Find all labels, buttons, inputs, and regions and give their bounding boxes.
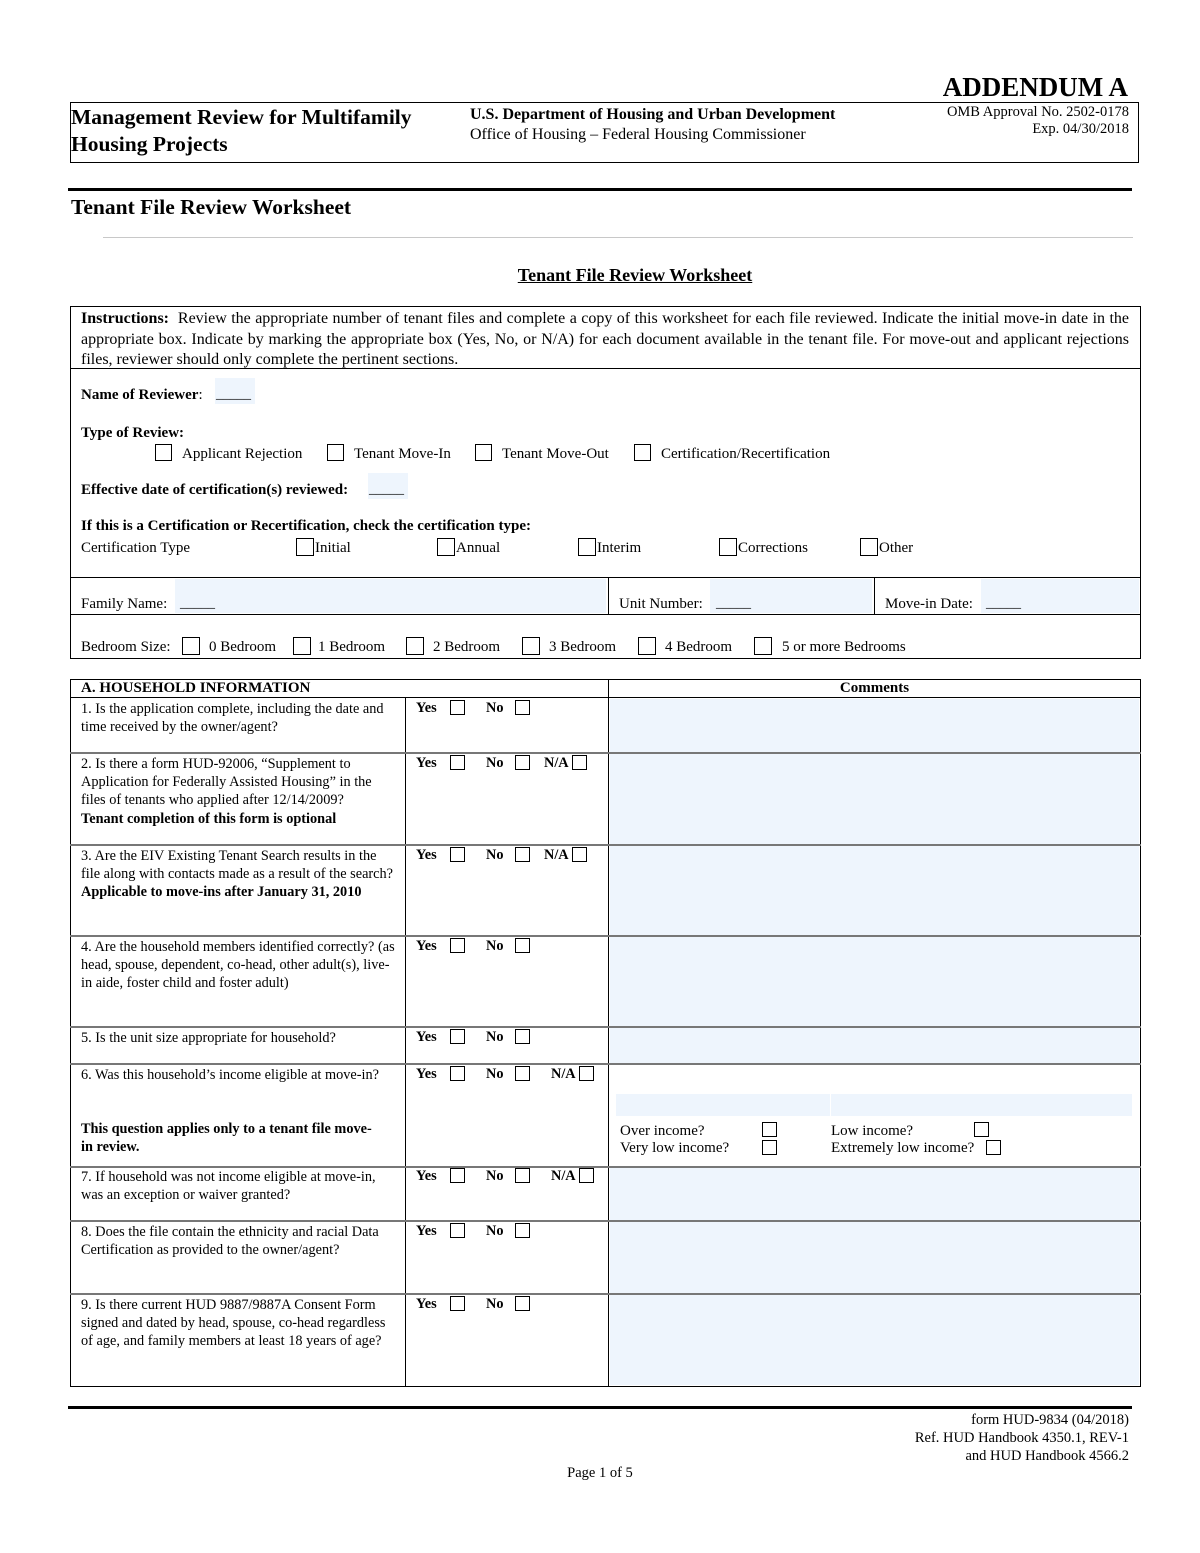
yes-label: Yes — [416, 1168, 437, 1184]
checkbox-certification[interactable] — [634, 444, 651, 461]
divider — [608, 577, 609, 614]
family-name-field[interactable] — [175, 579, 606, 613]
omb-info — [947, 104, 1129, 138]
na-label: N/A — [544, 755, 569, 771]
no-label: No — [486, 1296, 504, 1312]
divider — [874, 577, 875, 614]
checkbox-q1-yes[interactable] — [450, 700, 465, 715]
question-5: 5. Is the unit size appropriate for household? — [81, 1030, 336, 1046]
checkbox-3-bedroom[interactable] — [522, 637, 540, 655]
page-number: Page 1 of 5 — [567, 1465, 633, 1481]
bedroom-1: 1 Bedroom — [318, 639, 386, 655]
question-3-note: Applicable to move-ins after January 31, 2010 — [81, 884, 362, 901]
form-title — [71, 104, 461, 158]
cert-annual: Annual — [456, 540, 501, 556]
comment-field-9[interactable] — [610, 1295, 1139, 1385]
comment-field-3[interactable] — [610, 846, 1139, 935]
instructions-text: Review the appropriate number of tenant files and complete a copy of this worksheet for each file reviewed. Indicate the initial move-in date in the appropriate box. Indicate by marking the appropriate box (Yes, No, or N/A) for each document available in the tenant file. For move-out and applicant rejections files, reviewer should only complete the pertinent sections. — [81, 310, 1130, 368]
na-label: N/A — [551, 1168, 576, 1184]
checkbox-q2-na[interactable] — [572, 755, 587, 770]
effective-date-blank: _____ — [369, 482, 404, 497]
question-3 — [81, 847, 399, 902]
instructions — [81, 309, 1129, 371]
form-title-line2: Housing Projects — [71, 132, 228, 156]
comment-field-5[interactable] — [610, 1028, 1139, 1063]
extremely-low-income-label: Extremely low income? — [831, 1140, 975, 1156]
checkbox-q2-no[interactable] — [515, 755, 530, 770]
row-divider — [70, 1026, 1141, 1028]
question-7: 7. If household was not income eligible at move-in, was an exception or waiver granted? — [81, 1169, 376, 1204]
worksheet-title: Tenant File Review Worksheet — [517, 265, 753, 285]
comment-field-2[interactable] — [610, 754, 1139, 844]
question-2-note: Tenant completion of this form is optional — [81, 810, 337, 827]
very-low-income-label: Very low income? — [620, 1140, 730, 1156]
checkbox-q6-no[interactable] — [515, 1066, 530, 1081]
reviewer-name-label-text: Name of Reviewer — [81, 387, 199, 403]
bedroom-2: 2 Bedroom — [433, 639, 501, 655]
na-label: N/A — [551, 1066, 576, 1082]
bedroom-3: 3 Bedroom — [549, 639, 617, 655]
handbook-ref-1: Ref. HUD Handbook 4350.1, REV-1 — [914, 1430, 1129, 1446]
reviewer-name-blank: _____ — [216, 387, 251, 402]
addendum-label: ADDENDUM A — [942, 72, 1128, 102]
checkbox-q4-yes[interactable] — [450, 938, 465, 953]
family-name-label: Family Name: — [81, 596, 168, 612]
checkbox-q8-no[interactable] — [515, 1223, 530, 1238]
no-label: No — [486, 1029, 504, 1045]
cert-corrections: Corrections — [738, 540, 808, 556]
no-label: No — [486, 938, 504, 954]
row-divider — [70, 752, 1141, 754]
type-tenant-move-in: Tenant Move-In — [354, 446, 451, 462]
comment-field-1[interactable] — [610, 699, 1139, 752]
checkbox-low-income[interactable] — [974, 1122, 989, 1137]
comment-field-4[interactable] — [610, 937, 1139, 1026]
move-in-date-label: Move-in Date: — [885, 596, 973, 612]
bedroom-4: 4 Bedroom — [665, 639, 733, 655]
effective-date-label: Effective date of certification(s) reviewed: — [81, 482, 349, 498]
row-divider — [70, 935, 1141, 937]
no-label: No — [486, 1168, 504, 1184]
section-a-heading: A. HOUSEHOLD INFORMATION — [81, 680, 311, 696]
yes-label: Yes — [416, 1029, 437, 1045]
checkbox-cert-interim[interactable] — [578, 538, 596, 556]
bedroom-size-label: Bedroom Size: — [81, 639, 171, 655]
cert-interim: Interim — [597, 540, 642, 556]
type-tenant-move-out: Tenant Move-Out — [502, 446, 609, 462]
checkbox-tenant-move-out[interactable] — [475, 444, 492, 461]
yes-label: Yes — [416, 1296, 437, 1312]
type-applicant-rejection: Applicant Rejection — [182, 446, 303, 462]
family-name-blank: _____ — [180, 596, 215, 611]
yes-label: Yes — [416, 938, 437, 954]
question-3-text: 3. Are the EIV Existing Tenant Search results in the file along with contacts made as a result of the search? — [81, 848, 394, 883]
checkbox-cert-annual[interactable] — [437, 538, 455, 556]
no-label: No — [486, 755, 504, 771]
no-label: No — [486, 1223, 504, 1239]
checkbox-extremely-low-income[interactable] — [986, 1140, 1001, 1155]
checkbox-applicant-rejection[interactable] — [155, 444, 172, 461]
question-6-note: This question applies only to a tenant file move-in review. — [81, 1121, 372, 1156]
yes-label: Yes — [416, 847, 437, 863]
comment-field-7[interactable] — [610, 1168, 1139, 1220]
divider — [405, 697, 406, 1387]
section-title: Tenant File Review Worksheet — [71, 195, 352, 219]
no-label: No — [486, 1066, 504, 1082]
form-title-line1: Management Review for Multifamily — [71, 105, 412, 129]
question-2-text: 2. Is there a form HUD-92006, “Supplement to Application for Federally Assisted Housing” in the files of tenants who applied after 12/14/2009? — [81, 756, 372, 809]
yes-label: Yes — [416, 755, 437, 771]
bedroom-5-plus: 5 or more Bedrooms — [782, 639, 906, 655]
comment-field-8[interactable] — [610, 1222, 1139, 1293]
question-8: 8. Does the file contain the ethnicity and racial Data Certification as provided to the owner/agent? — [81, 1224, 379, 1259]
row-divider — [70, 1063, 1141, 1065]
yes-label: Yes — [416, 1066, 437, 1082]
unit-number-blank: _____ — [716, 596, 751, 611]
na-label: N/A — [544, 847, 569, 863]
instructions-label: Instructions: — [81, 310, 170, 327]
checkbox-q9-no[interactable] — [515, 1296, 530, 1311]
question-2 — [81, 755, 399, 828]
over-income-label: Over income? — [620, 1123, 705, 1139]
section-rule — [68, 188, 1132, 191]
checkbox-q9-yes[interactable] — [450, 1296, 465, 1311]
checkbox-cert-initial[interactable] — [296, 538, 314, 556]
cert-question: If this is a Certification or Recertification, check the certification type: — [81, 518, 532, 534]
question-9: 9. Is there current HUD 9887/9887A Consent Form signed and dated by head, spouse, co-head regardless of age, and family members at least 18 years of age? — [81, 1297, 386, 1350]
no-label: No — [486, 700, 504, 716]
checkbox-q5-no[interactable] — [515, 1029, 530, 1044]
omb-number: OMB Approval No. 2502-0178 — [946, 104, 1129, 120]
department — [470, 105, 835, 145]
checkbox-q3-yes[interactable] — [450, 847, 465, 862]
cert-type-label: Certification Type — [81, 540, 191, 556]
checkbox-q4-no[interactable] — [515, 938, 530, 953]
omb-expiration: Exp. 04/30/2018 — [1032, 121, 1129, 137]
checkbox-0-bedroom[interactable] — [182, 637, 200, 655]
bedroom-0: 0 Bedroom — [209, 639, 277, 655]
comments-heading: Comments — [839, 680, 910, 696]
review-type-label: Type of Review: — [81, 425, 185, 441]
department-name: U.S. Department of Housing and Urban Development — [470, 106, 836, 123]
checkbox-q7-na[interactable] — [579, 1168, 594, 1183]
question-1: 1. Is the application complete, including the date and time received by the owner/agent? — [81, 701, 384, 736]
row-divider — [70, 1293, 1141, 1295]
footer-refs — [915, 1411, 1129, 1465]
comment-field-6[interactable] — [616, 1094, 1132, 1116]
checkbox-q1-no[interactable] — [515, 700, 530, 715]
type-certification: Certification/Recertification — [661, 446, 831, 462]
checkbox-over-income[interactable] — [762, 1122, 777, 1137]
checkbox-1-bedroom[interactable] — [293, 637, 311, 655]
move-in-date-blank: _____ — [986, 596, 1021, 611]
divider — [103, 237, 1133, 238]
checkbox-q8-yes[interactable] — [450, 1223, 465, 1238]
checkbox-5-bedroom[interactable] — [754, 637, 772, 655]
footer-rule — [68, 1406, 1132, 1409]
form-number: form HUD-9834 (04/2018) — [971, 1412, 1129, 1428]
office-name: Office of Housing – Federal Housing Commissioner — [470, 126, 806, 143]
no-label: No — [486, 847, 504, 863]
checkbox-cert-other[interactable] — [860, 538, 878, 556]
checkbox-q7-no[interactable] — [515, 1168, 530, 1183]
checkbox-4-bedroom[interactable] — [638, 637, 656, 655]
row-divider — [70, 844, 1141, 846]
checkbox-tenant-move-in[interactable] — [327, 444, 344, 461]
checkbox-q3-na[interactable] — [572, 847, 587, 862]
question-4: 4. Are the household members identified correctly? (as head, spouse, dependent, co-head, other adult(s), live-in aide, foster child and foster adult) — [81, 939, 395, 992]
unit-number-label: Unit Number: — [619, 596, 703, 612]
cert-initial: Initial — [315, 540, 351, 556]
row-divider — [70, 1220, 1141, 1222]
divider — [70, 697, 1141, 698]
yes-label: Yes — [416, 1223, 437, 1239]
question-6: 6. Was this household’s income eligible at move-in? — [81, 1067, 379, 1083]
checkbox-q2-yes[interactable] — [450, 755, 465, 770]
checkbox-very-low-income[interactable] — [762, 1140, 777, 1155]
checkbox-q5-yes[interactable] — [450, 1029, 465, 1044]
divider — [70, 614, 1141, 615]
checkbox-q6-yes[interactable] — [450, 1066, 465, 1081]
checkbox-2-bedroom[interactable] — [406, 637, 424, 655]
reviewer-name-label: Name of Reviewer: — [81, 387, 203, 403]
divider — [830, 1094, 831, 1116]
checkbox-q7-yes[interactable] — [450, 1168, 465, 1183]
divider — [70, 577, 1141, 578]
checkbox-cert-corrections[interactable] — [719, 538, 737, 556]
checkbox-q6-na[interactable] — [579, 1066, 594, 1081]
yes-label: Yes — [416, 700, 437, 716]
cert-other: Other — [879, 540, 914, 556]
divider — [608, 679, 609, 1387]
handbook-ref-2: and HUD Handbook 4566.2 — [965, 1448, 1129, 1464]
checkbox-q3-no[interactable] — [515, 847, 530, 862]
low-income-label: Low income? — [831, 1123, 914, 1139]
